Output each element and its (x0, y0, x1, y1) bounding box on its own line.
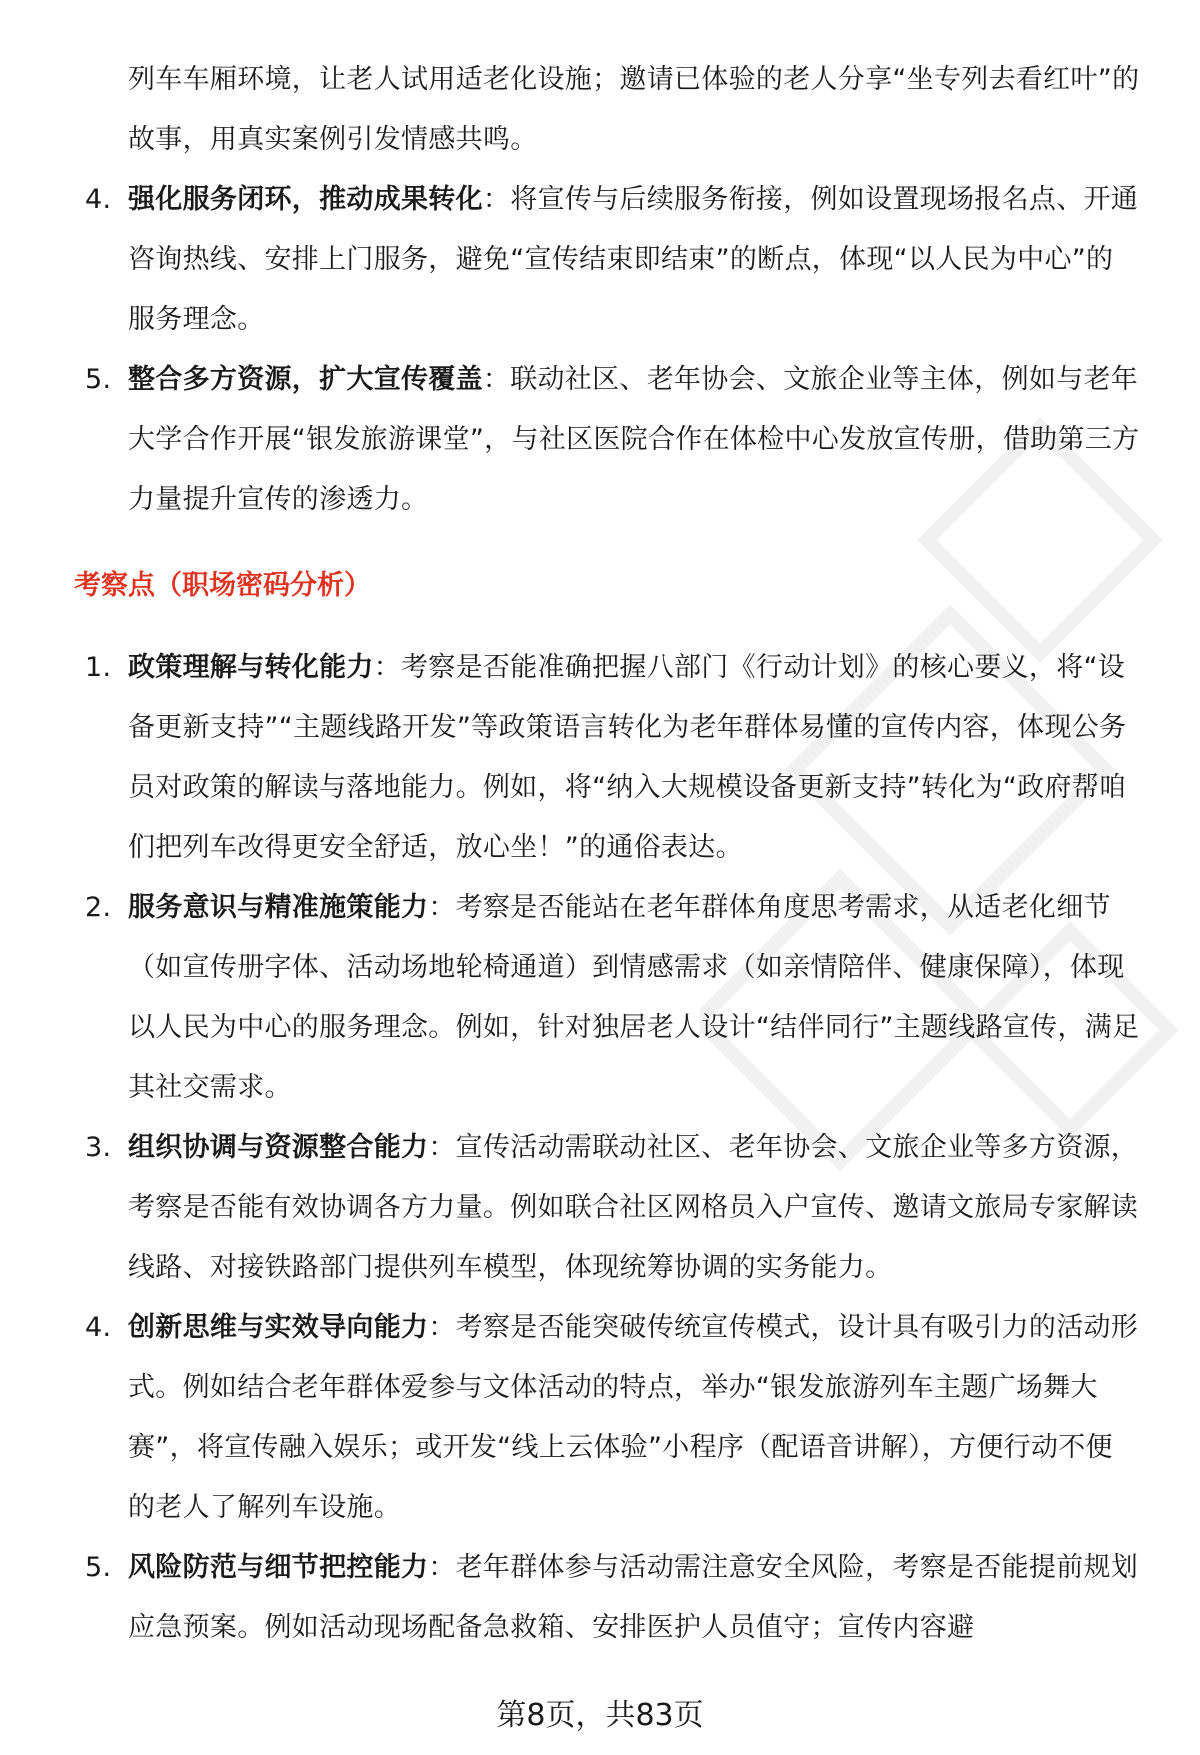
list-item-text: ：考察是否能站在老年群体角度思考需求，从适老化细节（如宣传册字体、活动场地轮椅通道）到情感需求（如亲情陪伴、健康保障），体现以人民为中心的服务理念。例如，针对独居老人设计“结伴同行”主题线路宣传，满足其社交需求。 (128, 892, 1140, 1103)
measures-list (80, 170, 1140, 530)
list-item-text: ：老年群体参与活动需注意安全风险，考察是否能提前规划应急预案。例如活动现场配备急救箱、安排医护人员值守；宣传内容避 (128, 1552, 1139, 1643)
list-item-number: 1. (85, 652, 112, 683)
list-item-number: 3. (85, 1132, 112, 1163)
page-footer: 第8页，共83页 (496, 1698, 704, 1733)
list-item-title: 服务意识与精准施策能力 (128, 892, 429, 923)
list-item (80, 1118, 1140, 1298)
list-item (80, 638, 1140, 878)
list-item-text: ：考察是否能突破传统宣传模式，设计具有吸引力的活动形式。例如结合老年群体爱参与文体活动的特点，举办“银发旅游列车主题广场舞大赛”，将宣传融入娱乐；或开发“线上云体验”小程序（配语音讲解），方便行动不便的老人了解列车设施。 (128, 1312, 1139, 1523)
list-item-number: 4. (85, 1312, 112, 1343)
list-item-title: 强化服务闭环，推动成果转化 (128, 184, 483, 215)
list-item-title: 组织协调与资源整合能力 (128, 1132, 429, 1163)
list-item (80, 878, 1140, 1118)
document-content (74, 50, 1140, 1658)
list-item-text: ：宣传活动需联动社区、老年协会、文旅企业等多方资源，考察是否能有效协调各方力量。例如联合社区网格员入户宣传、邀请文旅局专家解读线路、对接铁路部门提供列车模型，体现统筹协调的实务能力。 (128, 1132, 1139, 1283)
list-item-number: 2. (85, 892, 112, 923)
list-item-number: 4. (85, 184, 112, 215)
list-item-title: 政策理解与转化能力 (128, 652, 374, 683)
list-item-title: 整合多方资源，扩大宣传覆盖 (128, 364, 483, 395)
list-item-title: 风险防范与细节把控能力 (128, 1552, 429, 1583)
list-item (80, 1538, 1140, 1658)
intro-continuation: 列车车厢环境，让老人试用适老化设施；邀请已体验的老人分享“坐专列去看红叶”的故事，用真实案例引发情感共鸣。 (128, 64, 1140, 155)
list-item-number: 5. (85, 364, 112, 395)
list-item (80, 170, 1140, 350)
list-item (80, 350, 1140, 530)
list-item-number: 5. (85, 1552, 112, 1583)
list-item-title: 创新思维与实效导向能力 (128, 1312, 429, 1343)
list-item (80, 1298, 1140, 1538)
list-item-text: ：联动社区、老年协会、文旅企业等主体，例如与老年大学合作开展“银发旅游课堂”，与社区医院合作在体检中心发放宣传册，借助第三方力量提升宣传的渗透力。 (128, 364, 1140, 515)
list-item-text: ：考察是否能准确把握八部门《行动计划》的核心要义，将“设备更新支持”“主题线路开发”等政策语言转化为老年群体易懂的宣传内容，体现公务员对政策的解读与落地能力。例如，将“纳入大规模设备更新支持”转化为“政府帮咱们把列车改得更安全舒适，放心坐！”的通俗表达。 (128, 652, 1127, 863)
exam-points-list (80, 638, 1140, 1658)
section-heading: 考察点（职场密码分析） (74, 570, 371, 601)
list-item-text: ：将宣传与后续服务衔接，例如设置现场报名点、开通咨询热线、安排上门服务，避免“宣传结束即结束”的断点，体现“以人民为中心”的服务理念。 (128, 184, 1139, 335)
